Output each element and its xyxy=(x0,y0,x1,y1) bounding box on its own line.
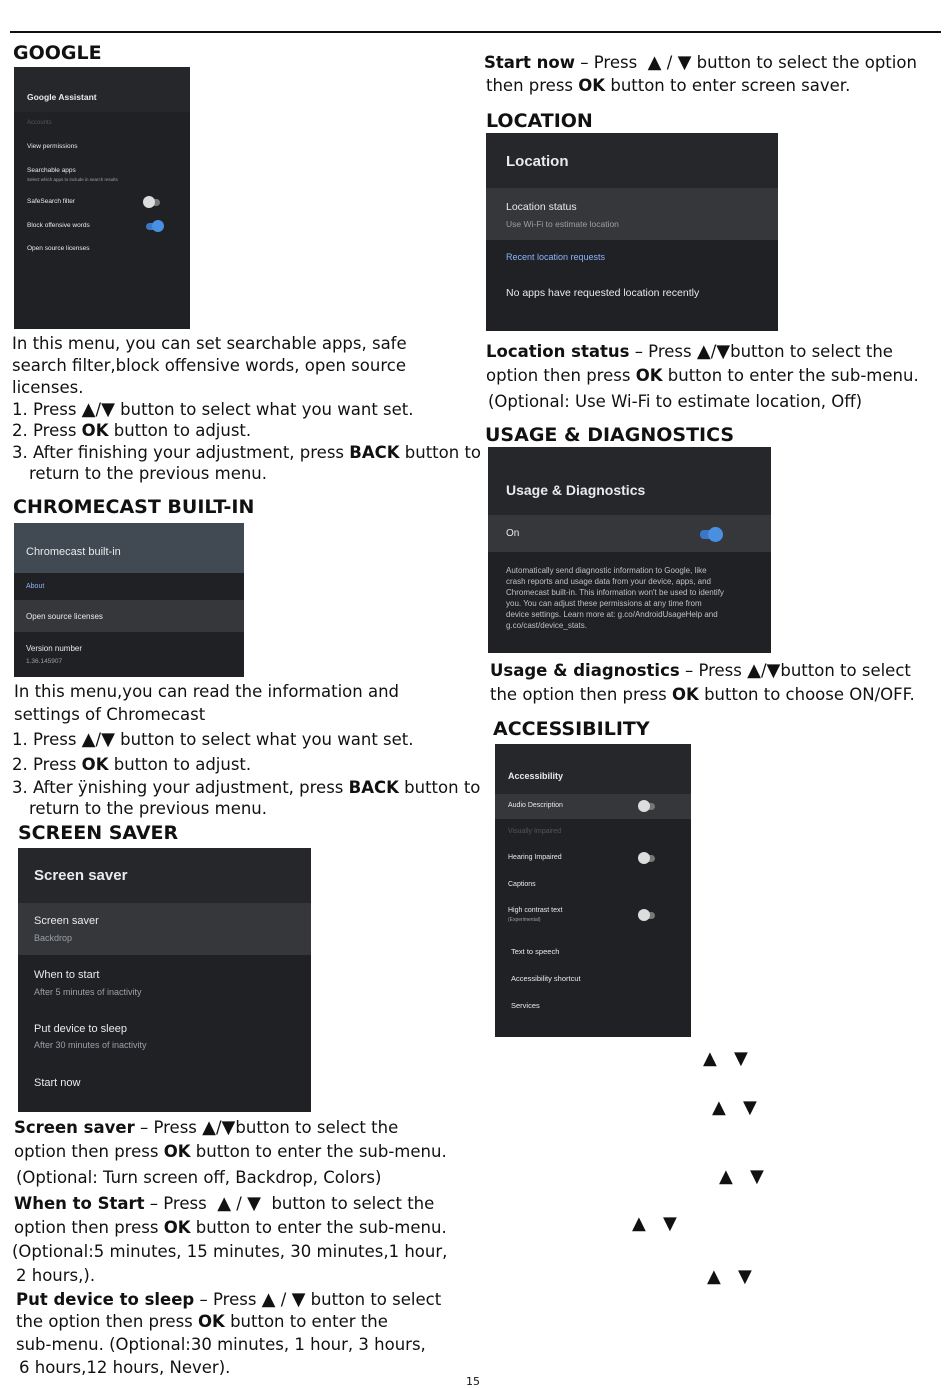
high-contrast-sub: (Experimental) xyxy=(508,917,541,923)
location-line3: (Optional: Use Wi-Fi to estimate location, Off) xyxy=(488,392,863,411)
chromecast-desc-1: In this menu,you can read the information and xyxy=(14,682,399,701)
screensaver-item-sub: Backdrop xyxy=(34,933,73,943)
ss-p2-line2: option then press OK button to enter the sub-menu. xyxy=(14,1218,447,1237)
google-step-1: 1. Press ▲/▼ button to select what you want set. xyxy=(12,399,414,420)
chromecast-screenshot xyxy=(14,523,244,677)
accessibility-title: ACCESSIBILITY xyxy=(493,718,650,740)
location-status-item[interactable]: Location status xyxy=(506,201,577,213)
screensaver-header: Screen saver xyxy=(34,867,128,884)
chromecast-title: CHROMECAST BUILT-IN xyxy=(13,496,255,518)
startnow-line1: Start now – Press ▲ / ▼ button to select the option xyxy=(484,52,917,73)
location-title: LOCATION xyxy=(486,110,593,132)
about-label: About xyxy=(26,583,45,590)
audio-description-toggle[interactable] xyxy=(639,803,655,810)
accessibility-shortcut-item[interactable]: Accessibility shortcut xyxy=(511,974,581,983)
google-step-3: 3. After finishing your adjustment, press BACK button to xyxy=(12,443,482,462)
usage-screenshot xyxy=(488,447,771,653)
services-item[interactable]: Services xyxy=(511,1001,540,1010)
hearing-impaired-toggle[interactable] xyxy=(639,855,655,862)
arrow-pair-5: ▲ ▼ xyxy=(707,1266,752,1287)
safesearch-toggle[interactable] xyxy=(144,199,160,206)
ss-p3-line4: 6 hours,12 hours, Never). xyxy=(19,1358,231,1377)
screensaver-screenshot xyxy=(18,848,311,1112)
visually-impaired-item: Visually Impaired xyxy=(508,828,562,835)
ss-p1-line2: option then press OK button to enter the sub-menu. xyxy=(14,1142,447,1161)
location-line2: option then press OK button to enter the sub-menu. xyxy=(486,366,919,385)
google-step-3-cont: return to the previous menu. xyxy=(29,464,268,483)
ss-p1-line3: (Optional: Turn screen off, Backdrop, Colors) xyxy=(16,1168,382,1187)
chromecast-step-3-cont: return to the previous menu. xyxy=(29,799,268,818)
usage-on-item[interactable]: On xyxy=(506,528,520,539)
location-line1: Location status – Press ▲/▼button to select the xyxy=(486,341,893,362)
chromecast-step-3: 3. After ÿnishing your adjustment, press BACK button to xyxy=(12,778,481,797)
searchable-apps-item[interactable]: Searchable apps xyxy=(27,167,76,174)
location-screenshot xyxy=(486,133,778,331)
open-source-item[interactable]: Open source licenses xyxy=(27,245,90,252)
when-to-start-sub: After 5 minutes of inactivity xyxy=(34,987,142,997)
usage-line1: Usage & diagnostics – Press ▲/▼button to select xyxy=(490,660,911,681)
start-now-item[interactable]: Start now xyxy=(34,1077,81,1089)
arrow-pair-1: ▲ ▼ xyxy=(703,1048,748,1069)
screensaver-item[interactable]: Screen saver xyxy=(34,915,99,927)
chromecast-header: Chromecast built-in xyxy=(26,546,121,558)
ss-p2-line4: 2 hours,). xyxy=(16,1266,96,1285)
google-title: GOOGLE xyxy=(13,42,102,64)
accessibility-screenshot xyxy=(495,744,691,1037)
ss-p3-line3: sub-menu. (Optional:30 minutes, 1 hour, 3 hours, xyxy=(16,1335,426,1354)
block-words-toggle[interactable] xyxy=(146,223,162,230)
accessibility-header: Accessibility xyxy=(508,771,564,781)
searchable-apps-sub: Select which apps to include in search results xyxy=(27,177,118,182)
ss-p3-line1: Put device to sleep – Press ▲ / ▼ button to select xyxy=(16,1289,442,1310)
text-to-speech-item[interactable]: Text to speech xyxy=(511,947,560,956)
chromecast-desc-2: settings of Chromecast xyxy=(14,705,206,724)
recent-requests-label: Recent location requests xyxy=(506,252,606,262)
safesearch-item[interactable]: SafeSearch filter xyxy=(27,198,76,205)
captions-item[interactable]: Captions xyxy=(508,881,536,888)
usage-header: Usage & Diagnostics xyxy=(506,482,646,498)
view-permissions-item[interactable]: View permissions xyxy=(27,143,78,150)
startnow-line2: then press OK button to enter screen saver. xyxy=(486,76,851,95)
when-to-start-item[interactable]: When to start xyxy=(34,969,100,981)
high-contrast-item[interactable]: High contrast text xyxy=(508,907,563,914)
location-status-sub: Use Wi-Fi to estimate location xyxy=(506,219,619,229)
hearing-impaired-item[interactable]: Hearing Impaired xyxy=(508,854,562,861)
block-words-item[interactable]: Block offensive words xyxy=(27,222,90,229)
sleep-item[interactable]: Put device to sleep xyxy=(34,1023,127,1035)
chromecast-step-2: 2. Press OK button to adjust. xyxy=(12,755,252,774)
ss-p2-line3: (Optional:5 minutes, 15 minutes, 30 minutes,1 hour, xyxy=(12,1242,448,1261)
sleep-item-sub: After 30 minutes of inactivity xyxy=(34,1040,147,1050)
google-assistant-screenshot xyxy=(14,67,190,329)
arrow-pair-3: ▲ ▼ xyxy=(719,1166,764,1187)
version-number-value: 1.36.145907 xyxy=(26,658,63,665)
screensaver-title: SCREEN SAVER xyxy=(18,822,179,844)
page-number: 15 xyxy=(466,1375,480,1388)
usage-info-text: Automatically send diagnostic information to Google, like crash reports and usage data from your device, apps, and Chromecast built-in. This information won't be used to identify you. You can adjust these permissions at any time from device settings. Learn more at: g.co/AndroidUsageHelp and g.co/cast/device_stats. xyxy=(506,566,724,630)
arrow-pair-4: ▲ ▼ xyxy=(632,1213,677,1234)
usage-title: USAGE & DIAGNOSTICS xyxy=(485,424,735,446)
no-requests-text: No apps have requested location recently xyxy=(506,287,700,299)
chromecast-step-1: 1. Press ▲/▼ button to select what you want set. xyxy=(12,729,414,750)
top-rule xyxy=(10,31,941,33)
version-number-item: Version number xyxy=(26,644,83,653)
audio-description-item[interactable]: Audio Description xyxy=(508,802,563,809)
ss-p3-line2: the option then press OK button to enter the xyxy=(16,1312,388,1331)
location-header: Location xyxy=(506,153,569,170)
ss-p2-line1: When to Start – Press ▲ / ▼ button to select the xyxy=(14,1193,435,1214)
google-desc: In this menu, you can set searchable apps, safe search filter,block offensive words, open source licenses. xyxy=(12,334,407,397)
accounts-label: Accounts xyxy=(27,120,52,126)
arrow-pair-2: ▲ ▼ xyxy=(712,1097,757,1118)
google-step-2: 2. Press OK button to adjust. xyxy=(12,421,252,440)
usage-toggle[interactable] xyxy=(700,530,720,539)
high-contrast-toggle[interactable] xyxy=(639,912,655,919)
cc-open-source-item[interactable]: Open source licenses xyxy=(26,612,103,621)
ss-p1-line1: Screen saver – Press ▲/▼button to select the xyxy=(14,1117,399,1138)
google-assistant-header: Google Assistant xyxy=(27,92,97,102)
usage-line2: the option then press OK button to choose ON/OFF. xyxy=(490,685,915,704)
